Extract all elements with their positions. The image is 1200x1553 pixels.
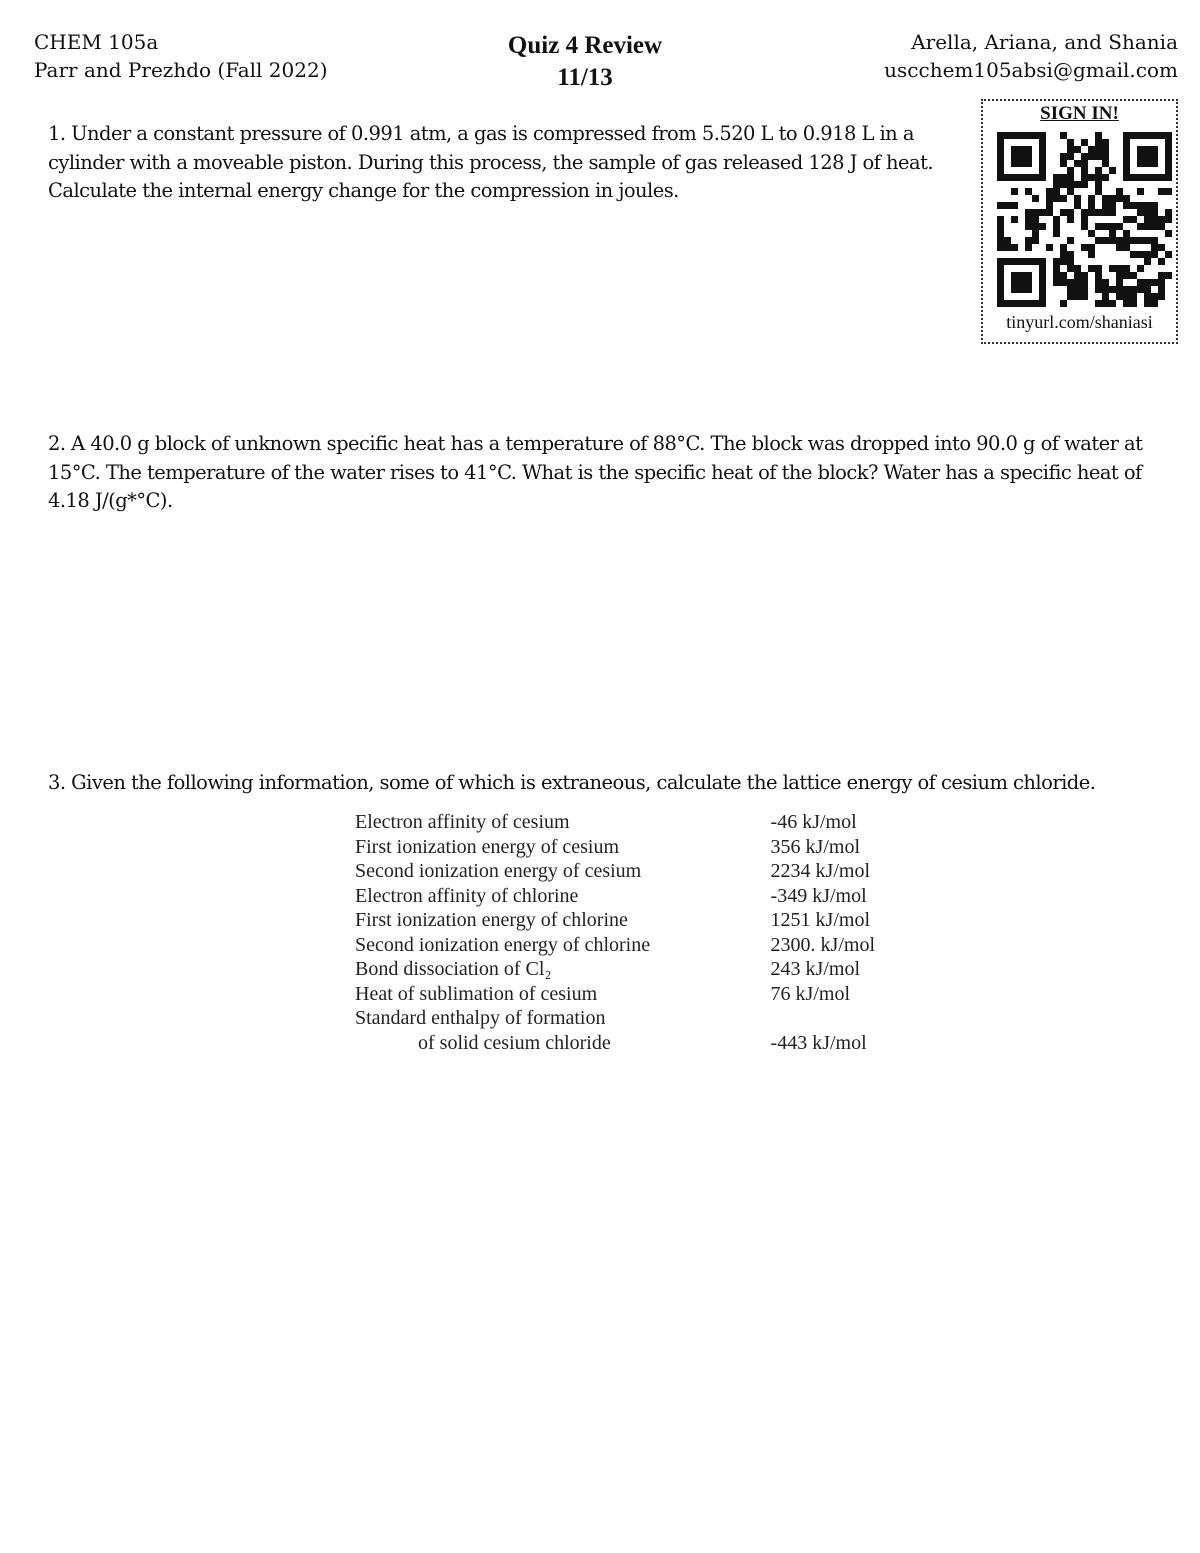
table-cell-value: 243 kJ/mol: [770, 958, 860, 980]
page-title: Quiz 4 Review: [507, 32, 663, 59]
table-row: [355, 1031, 875, 1056]
table-cell-value: -46 kJ/mol: [770, 811, 857, 833]
table-cell-value: 2300. kJ/mol: [770, 933, 875, 956]
table-cell-label: Electron affinity of cesium: [355, 811, 570, 833]
question-2: 2. A 40.0 g block of unknown specific heat has a temperature of 88°C. The block was dropped into 90.0 g of water at 15°C. The temperature of the water rises to 41°C. What is the specific heat of the block? Water has a specific heat of 4.18 J/(g*°C).: [48, 432, 1143, 512]
course-name: CHEM 105a: [34, 30, 159, 54]
qr-code-icon: [997, 132, 1172, 307]
header-center: [450, 30, 720, 94]
header-right: [884, 28, 1178, 84]
sign-in-url: tinyurl.com/shaniasi: [1006, 312, 1153, 332]
table-cell-label: of solid cesium chloride: [418, 1031, 611, 1054]
table-cell-label: Electron affinity of chlorine: [355, 884, 579, 907]
instructors: Parr and Prezhdo (Fall 2022): [34, 58, 328, 82]
table-cell-label: Second ionization energy of cesium: [355, 860, 642, 882]
table-cell-value: 2234 kJ/mol: [770, 860, 870, 882]
table-row: [355, 1006, 875, 1031]
table-cell-value: 76 kJ/mol: [770, 982, 850, 1005]
table-cell-label: Standard enthalpy of formation: [355, 1007, 606, 1029]
table-cell-label: First ionization energy of chlorine: [355, 909, 628, 931]
table-row: [355, 933, 875, 958]
table-row: [355, 982, 875, 1007]
authors: Arella, Ariana, and Shania: [911, 30, 1178, 54]
table-cell-label: Bond dissociation of Cl₂: [355, 958, 552, 980]
table-cell-value: -443 kJ/mol: [770, 1031, 867, 1054]
table-cell-value: 1251 kJ/mol: [770, 909, 870, 931]
table-row: [355, 957, 875, 982]
table-cell-value: 356 kJ/mol: [770, 835, 860, 858]
sign-in-title: SIGN IN!: [1040, 103, 1119, 124]
question-1: 1. Under a constant pressure of 0.991 atm, a gas is compressed from 5.520 L to 0.918 L in a cylinder with a moveable piston. During this process, the sample of gas released 128 J of heat. Calculate the internal energy change for the compression in joules.: [48, 122, 934, 202]
table-row: [355, 810, 875, 835]
header-left: [34, 28, 328, 84]
table-row: [355, 835, 875, 860]
sign-in-box: [981, 99, 1178, 344]
table-cell-label: Heat of sublimation of cesium: [355, 982, 598, 1005]
table-cell-label: Second ionization energy of chlorine: [355, 933, 651, 956]
quiz-date: 11/13: [557, 64, 613, 91]
table-cell-value: [771, 1006, 875, 1031]
table-cell-label: First ionization energy of cesium: [355, 835, 620, 858]
table-row: [355, 884, 875, 909]
contact-email: uscchem105absi@gmail.com: [884, 58, 1178, 82]
question-3: 3. Given the following information, some of which is extraneous, calculate the lattice energy of cesium chloride.: [48, 771, 1096, 794]
thermo-data-table: [355, 810, 875, 1055]
table-row: [355, 908, 875, 933]
table-row: [355, 859, 875, 884]
table-cell-value: -349 kJ/mol: [770, 884, 867, 907]
